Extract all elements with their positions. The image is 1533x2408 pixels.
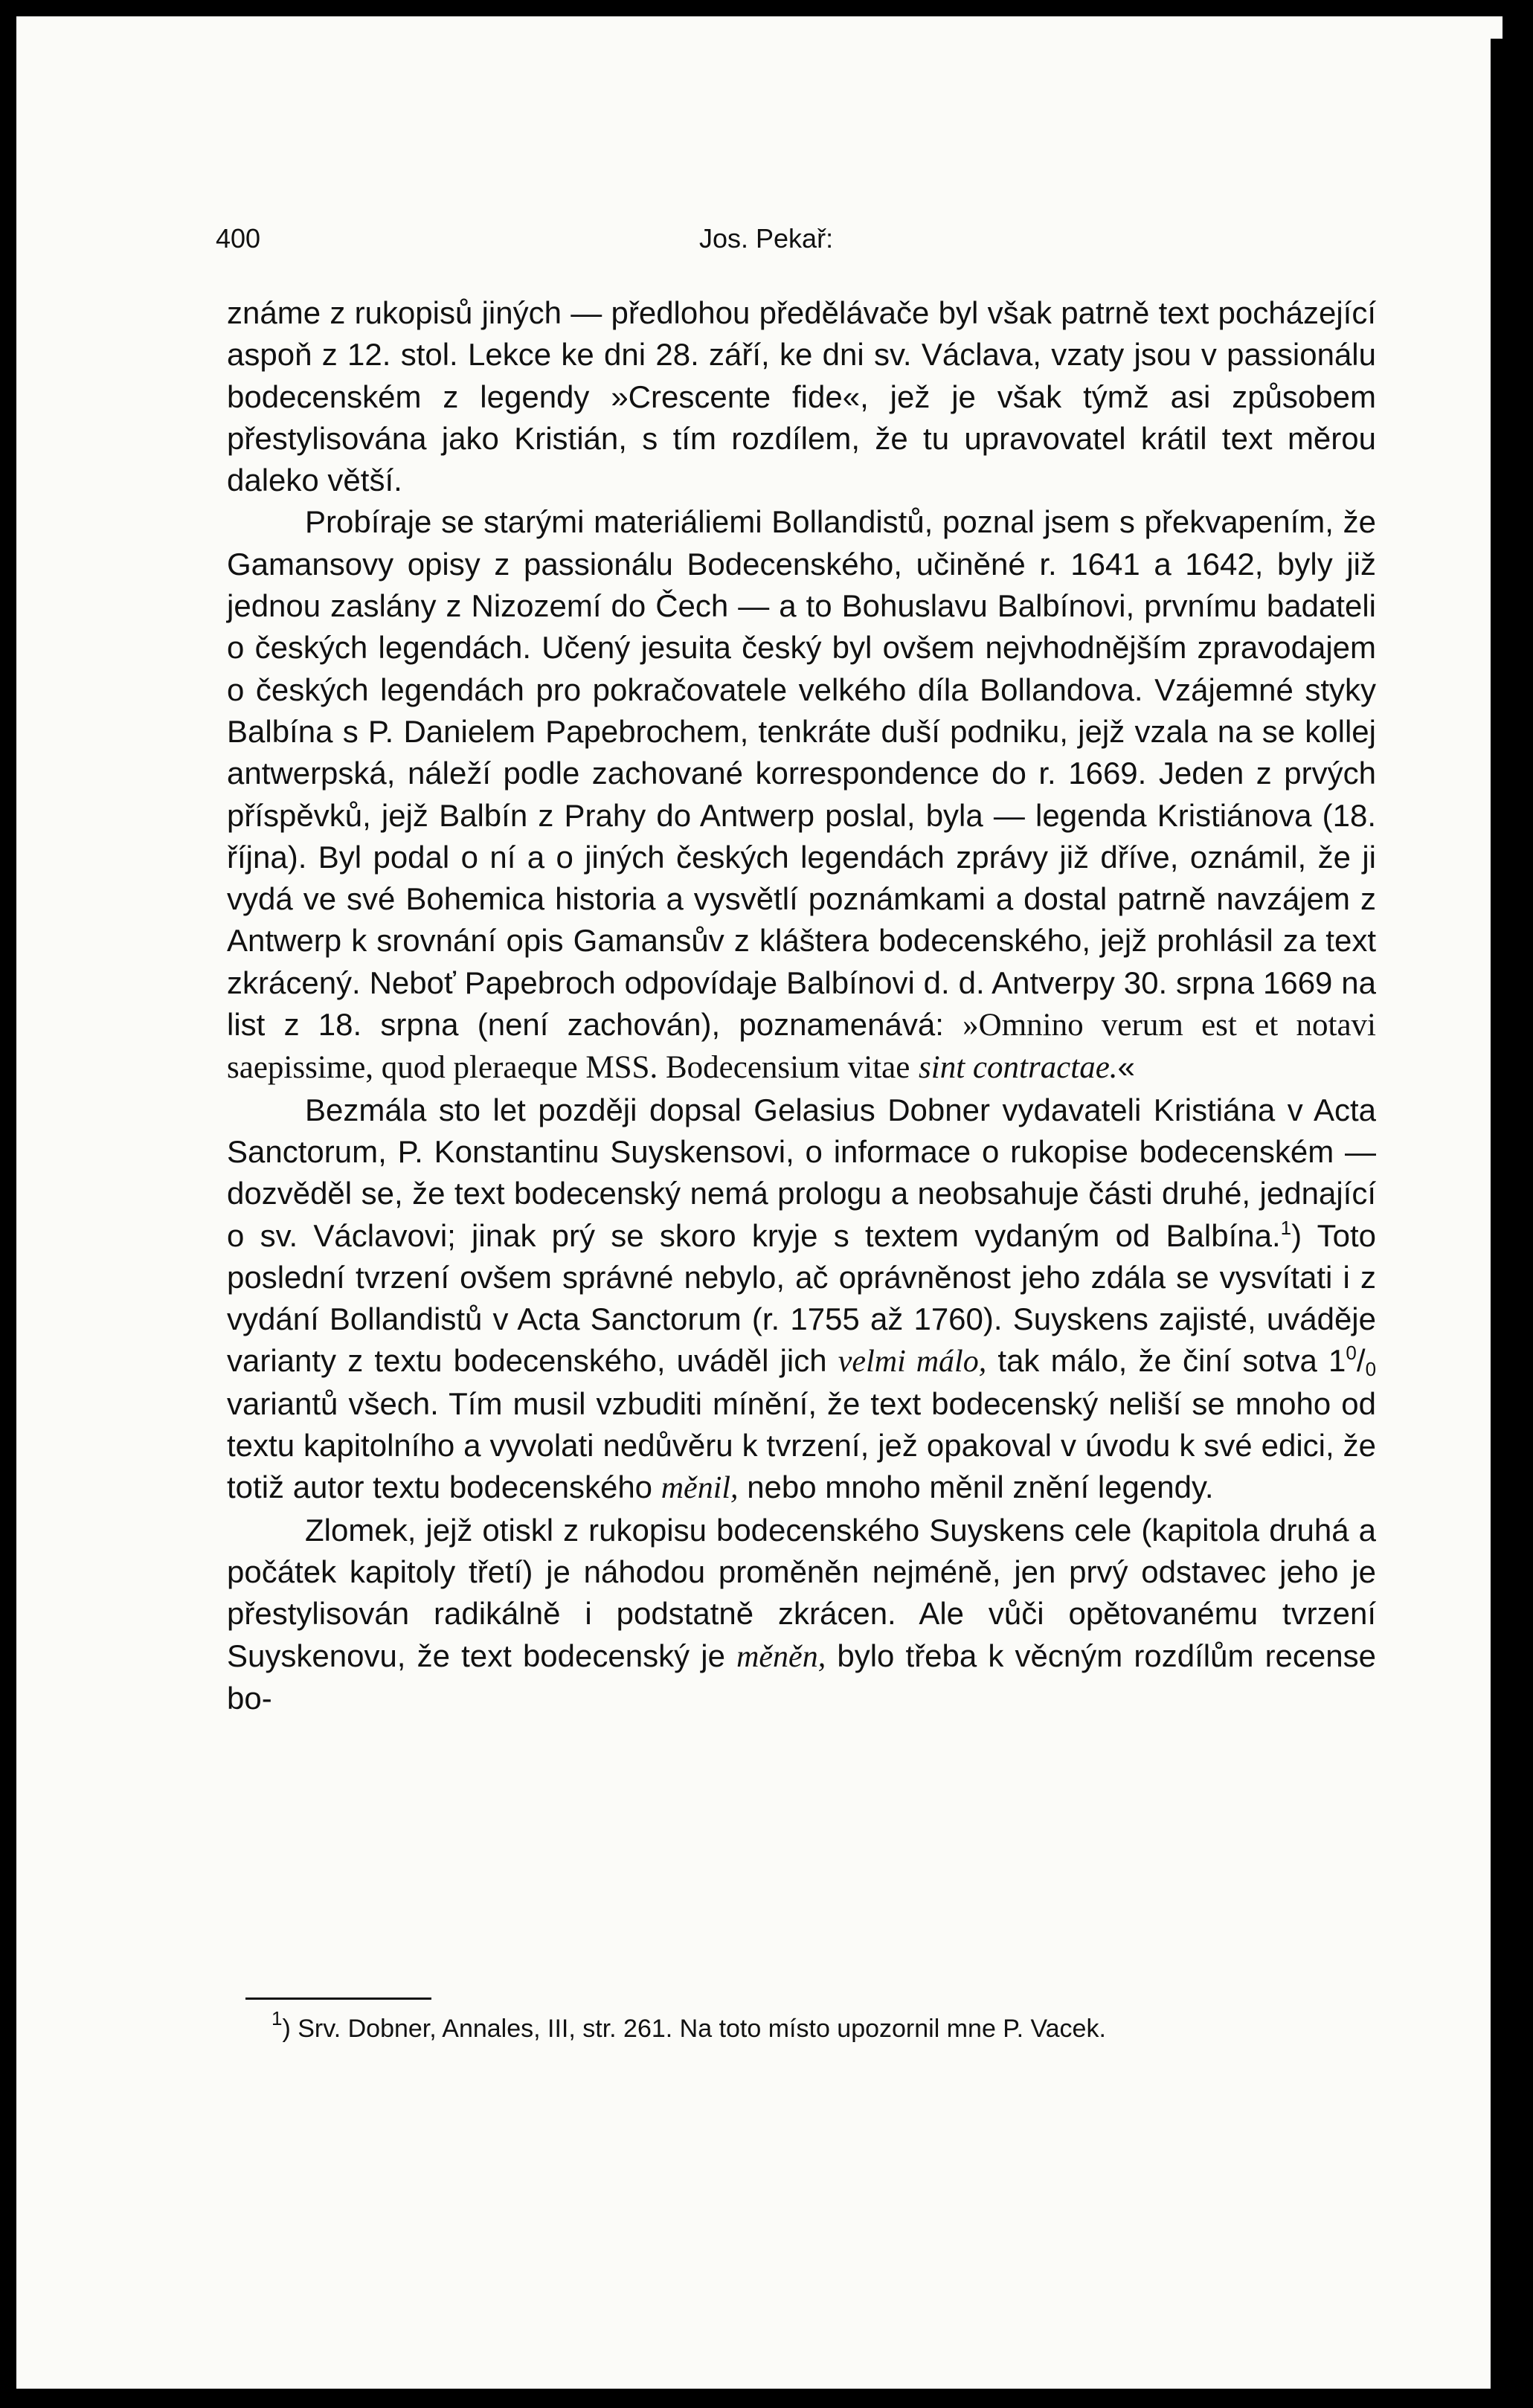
paragraph-1-text: známe z rukopisů jiných — předlohou předělávače byl však patrně text pocházející aspoň z 12. stol. Lekce ke dni 28. září, ke dni sv. Václava, vzaty jsou v passionálu bodecenském z legendy »Crescente fide«, jež je však týmž asi způsobem přestylisována jako Kristián, s tím rozdílem, že tu upravovatel krátil text měrou daleko větší. [227, 295, 1376, 498]
footnote-divider [245, 1997, 431, 2000]
latin-quote: »Omnino verum est et notavi saepissime, quod pleraeque MSS. Bodecensium vitae [227, 1008, 1377, 1086]
footnote-body: ) Srv. Dobner, Annales, III, str. 261. Na toto místo upozornil mne P. Vacek. [282, 2015, 1106, 2043]
italic-velmi-malo: velmi málo, [838, 1345, 987, 1380]
paragraph-3 [227, 1089, 1376, 1510]
paragraph-4-text-b: bylo třeba k věcným rozdílům recense bo- [227, 1638, 1376, 1716]
paragraph-1 [227, 292, 1376, 501]
paragraph-4-text-a: Zlomek, jejž otiskl z rukopisu bodecenského Suyskens cele (kapitola druhá a počátek kapitoly třetí) je náhodou proměněn nejméně, jen prvý odstavec jeho je přestylisován radikálně i podstatně zkrácen. Ale vůči opětovanému tvrzení Suyskenovu, že text bodecenský je [227, 1512, 1376, 1673]
footnote [242, 2007, 1376, 2046]
running-head: Jos. Pekař: [699, 223, 834, 254]
paragraph-3-text-c: tak málo, že činí sotva 1 [997, 1343, 1346, 1379]
percent-sup: 0 [1346, 1342, 1357, 1365]
footnote-text [242, 2007, 1376, 2046]
paragraph-3-text-d: variantů všech. Tím musil vzbuditi mínění, že text bodecenský neliší se mnoho od textu kapitolního a vyvolati nedůvěru k tvrzení, jež opakoval v úvodu k své edici, že totiž autor textu bodecenského [227, 1385, 1376, 1505]
italic-menen: měněn, [736, 1639, 826, 1674]
paragraph-2-text: Probíraje se starými materiáliemi Bollandistů, poznal jsem s překvapením, že Gamansovy opisy z passionálu Bodecenského, učiněné r. 1641 a 1642, byly již jednou zaslány z Nizozemí do Čech — a to Bohuslavu Balbínovi, prvnímu badateli o českých legendách. Učený jesuita český byl ovšem nejvhodnějším zpravodajem o českých legendách pro pokračovatele velkého díla Bollandova. Vzájemné styky Balbína s P. Danielem Papebrochem, tenkráte duší podniku, jejž vzala na se kollej antwerpská, náleží podle zachované korrespondence do r. 1669. Jeden z prvých příspěvků, jejž Balbín z Prahy do Antwerp poslal, byla — legenda Kristiánova (18. října). Byl podal o ní a o jiných českých legendách zprávy již dříve, oznámil, že ji vydá ve své Bohemica historia a vysvětlí poznámkami a dostal patrně navzájem z Antwerp k srovnání opis Gamansův z kláštera bodecenského, jejž prohlásil za text zkrácený. Neboť Papebroch odpovídaje Balbínovi d. d. Antverpy 30. srpna 1669 na list z 18. srpna (není zachován), poznamenává: [227, 504, 1376, 1043]
page-header [216, 223, 1369, 260]
body-text [227, 292, 1376, 1719]
footnote-reference[interactable]: 1 [1280, 1216, 1292, 1239]
paragraph-3-text-a: Bezmála sto let později dopsal Gelasius Dobner vydavateli Kristiána v Acta Sanctorum, P. Konstantinu Suyskensovi, o informace o rukopise bodecenském — dozvěděl se, že text bodecenský nemá prologu a neobsahuje části druhé, jednající o sv. Václavovi; jinak prý se skoro kryje s textem vydaným od Balbína. [227, 1092, 1376, 1253]
percent-slash: / [1356, 1343, 1366, 1379]
page-edge-shadow [1491, 39, 1503, 2404]
page-number: 400 [216, 223, 261, 254]
latin-quote-end: « [1117, 1049, 1135, 1085]
percent-sub: 0 [1365, 1358, 1377, 1381]
italic-menil: měnil, [661, 1471, 739, 1506]
latin-quote-italic: sint contractae. [919, 1050, 1118, 1086]
paragraph-2 [227, 501, 1376, 1089]
footnote-marker: 1 [271, 2007, 283, 2029]
paragraph-4 [227, 1510, 1376, 1719]
paragraph-3-text-e: nebo mnoho měnil znění legendy. [747, 1469, 1214, 1505]
paragraph-3-text-b: ) Toto poslední tvrzení ovšem správné nebylo, ač oprávněnost jeho zdála se vysvítati i z vydání Bollandistů v Acta Sanctorum (r. 1755 až 1760). Suyskens zajisté, uváděje varianty z textu bodecenského, uváděl jich [227, 1217, 1376, 1379]
